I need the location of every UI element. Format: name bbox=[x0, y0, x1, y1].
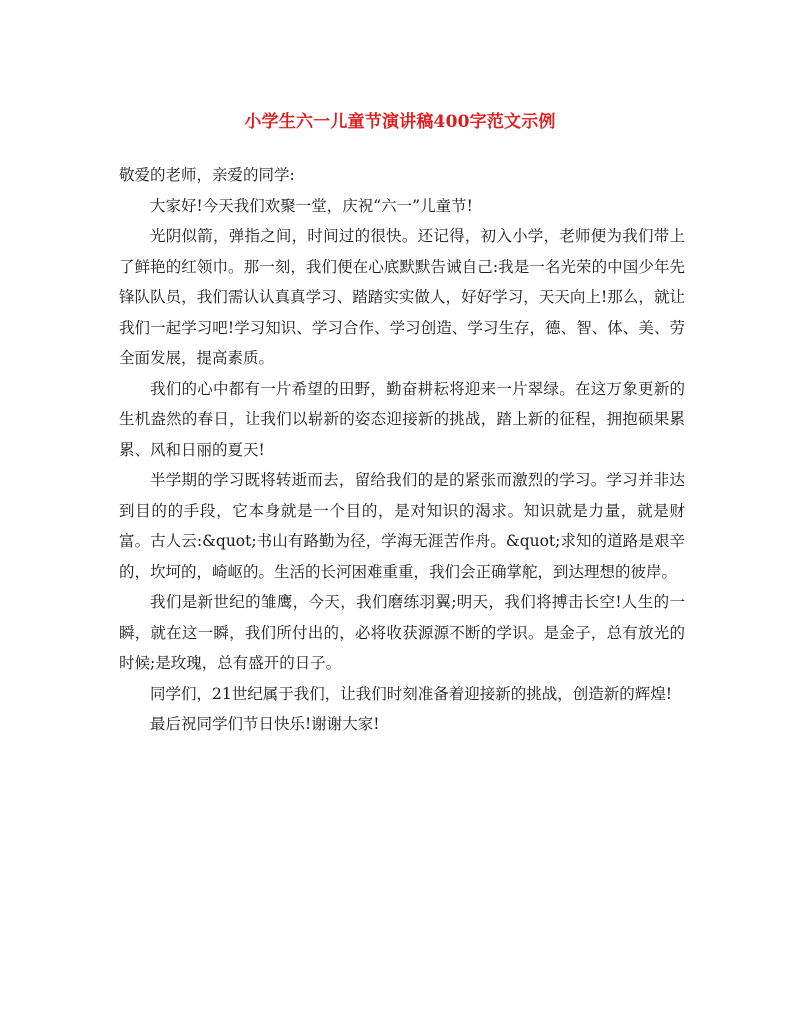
paragraph: 我们的心中都有一片希望的田野，勤奋耕耘将迎来一片翠绿。在这万象更新的生机盎然的春日，让我们以崭新的姿态迎接新的挑战，踏上新的征程，拥抱硕果累累、风和日丽的夏天! bbox=[119, 379, 685, 459]
greeting: 敬爱的老师，亲爱的同学: bbox=[119, 166, 295, 184]
paragraph: 同学们，21世纪属于我们，让我们时刻准备着迎接新的挑战，创造新的辉煌! bbox=[150, 684, 672, 703]
paragraph: 最后祝同学们节日快乐!谢谢大家! bbox=[150, 715, 380, 733]
paragraph: 我们是新世纪的雏鹰，今天，我们磨练羽翼;明天，我们将搏击长空!人生的一瞬，就在这一瞬，我们所付出的，必将收获源源不断的学识。是金子，总有放光的时候;是玫瑰，总有盛开的日子。 bbox=[119, 593, 685, 672]
document-title: 小学生六一儿童节演讲稿400字范文示例 bbox=[244, 112, 556, 132]
paragraph: 半学期的学习既将转逝而去，留给我们的是的紧张而激烈的学习。学习并非达到目的的手段，它本身就是一个目的，是对知识的渴求。知识就是力量，就是财富。古人云:&quot;书山有路勤为径，学海无涯苦作舟。&quot;求知的道路是艰辛的，坎坷的，崎岖的。生活的长河困难重重，我们会正确掌舵，到达理想的彼岸。 bbox=[119, 471, 685, 581]
document-body bbox=[119, 160, 685, 740]
paragraph: 大家好!今天我们欢聚一堂，庆祝“六一”儿童节! bbox=[150, 196, 473, 215]
paragraph: 光阴似箭，弹指之间，时间过的很快。还记得，初入小学，老师便为我们带上了鲜艳的红领巾。那一刻，我们便在心底默默告诫自己:我是一名光荣的中国少年先锋队队员，我们需认认真真学习、踏踏实实做人，好好学习，天天向上!那么，就让我们一起学习吧!学习知识、学习合作、学习创造、学习生存，德、智、体、美、劳全面发展，提高素质。 bbox=[119, 227, 685, 367]
